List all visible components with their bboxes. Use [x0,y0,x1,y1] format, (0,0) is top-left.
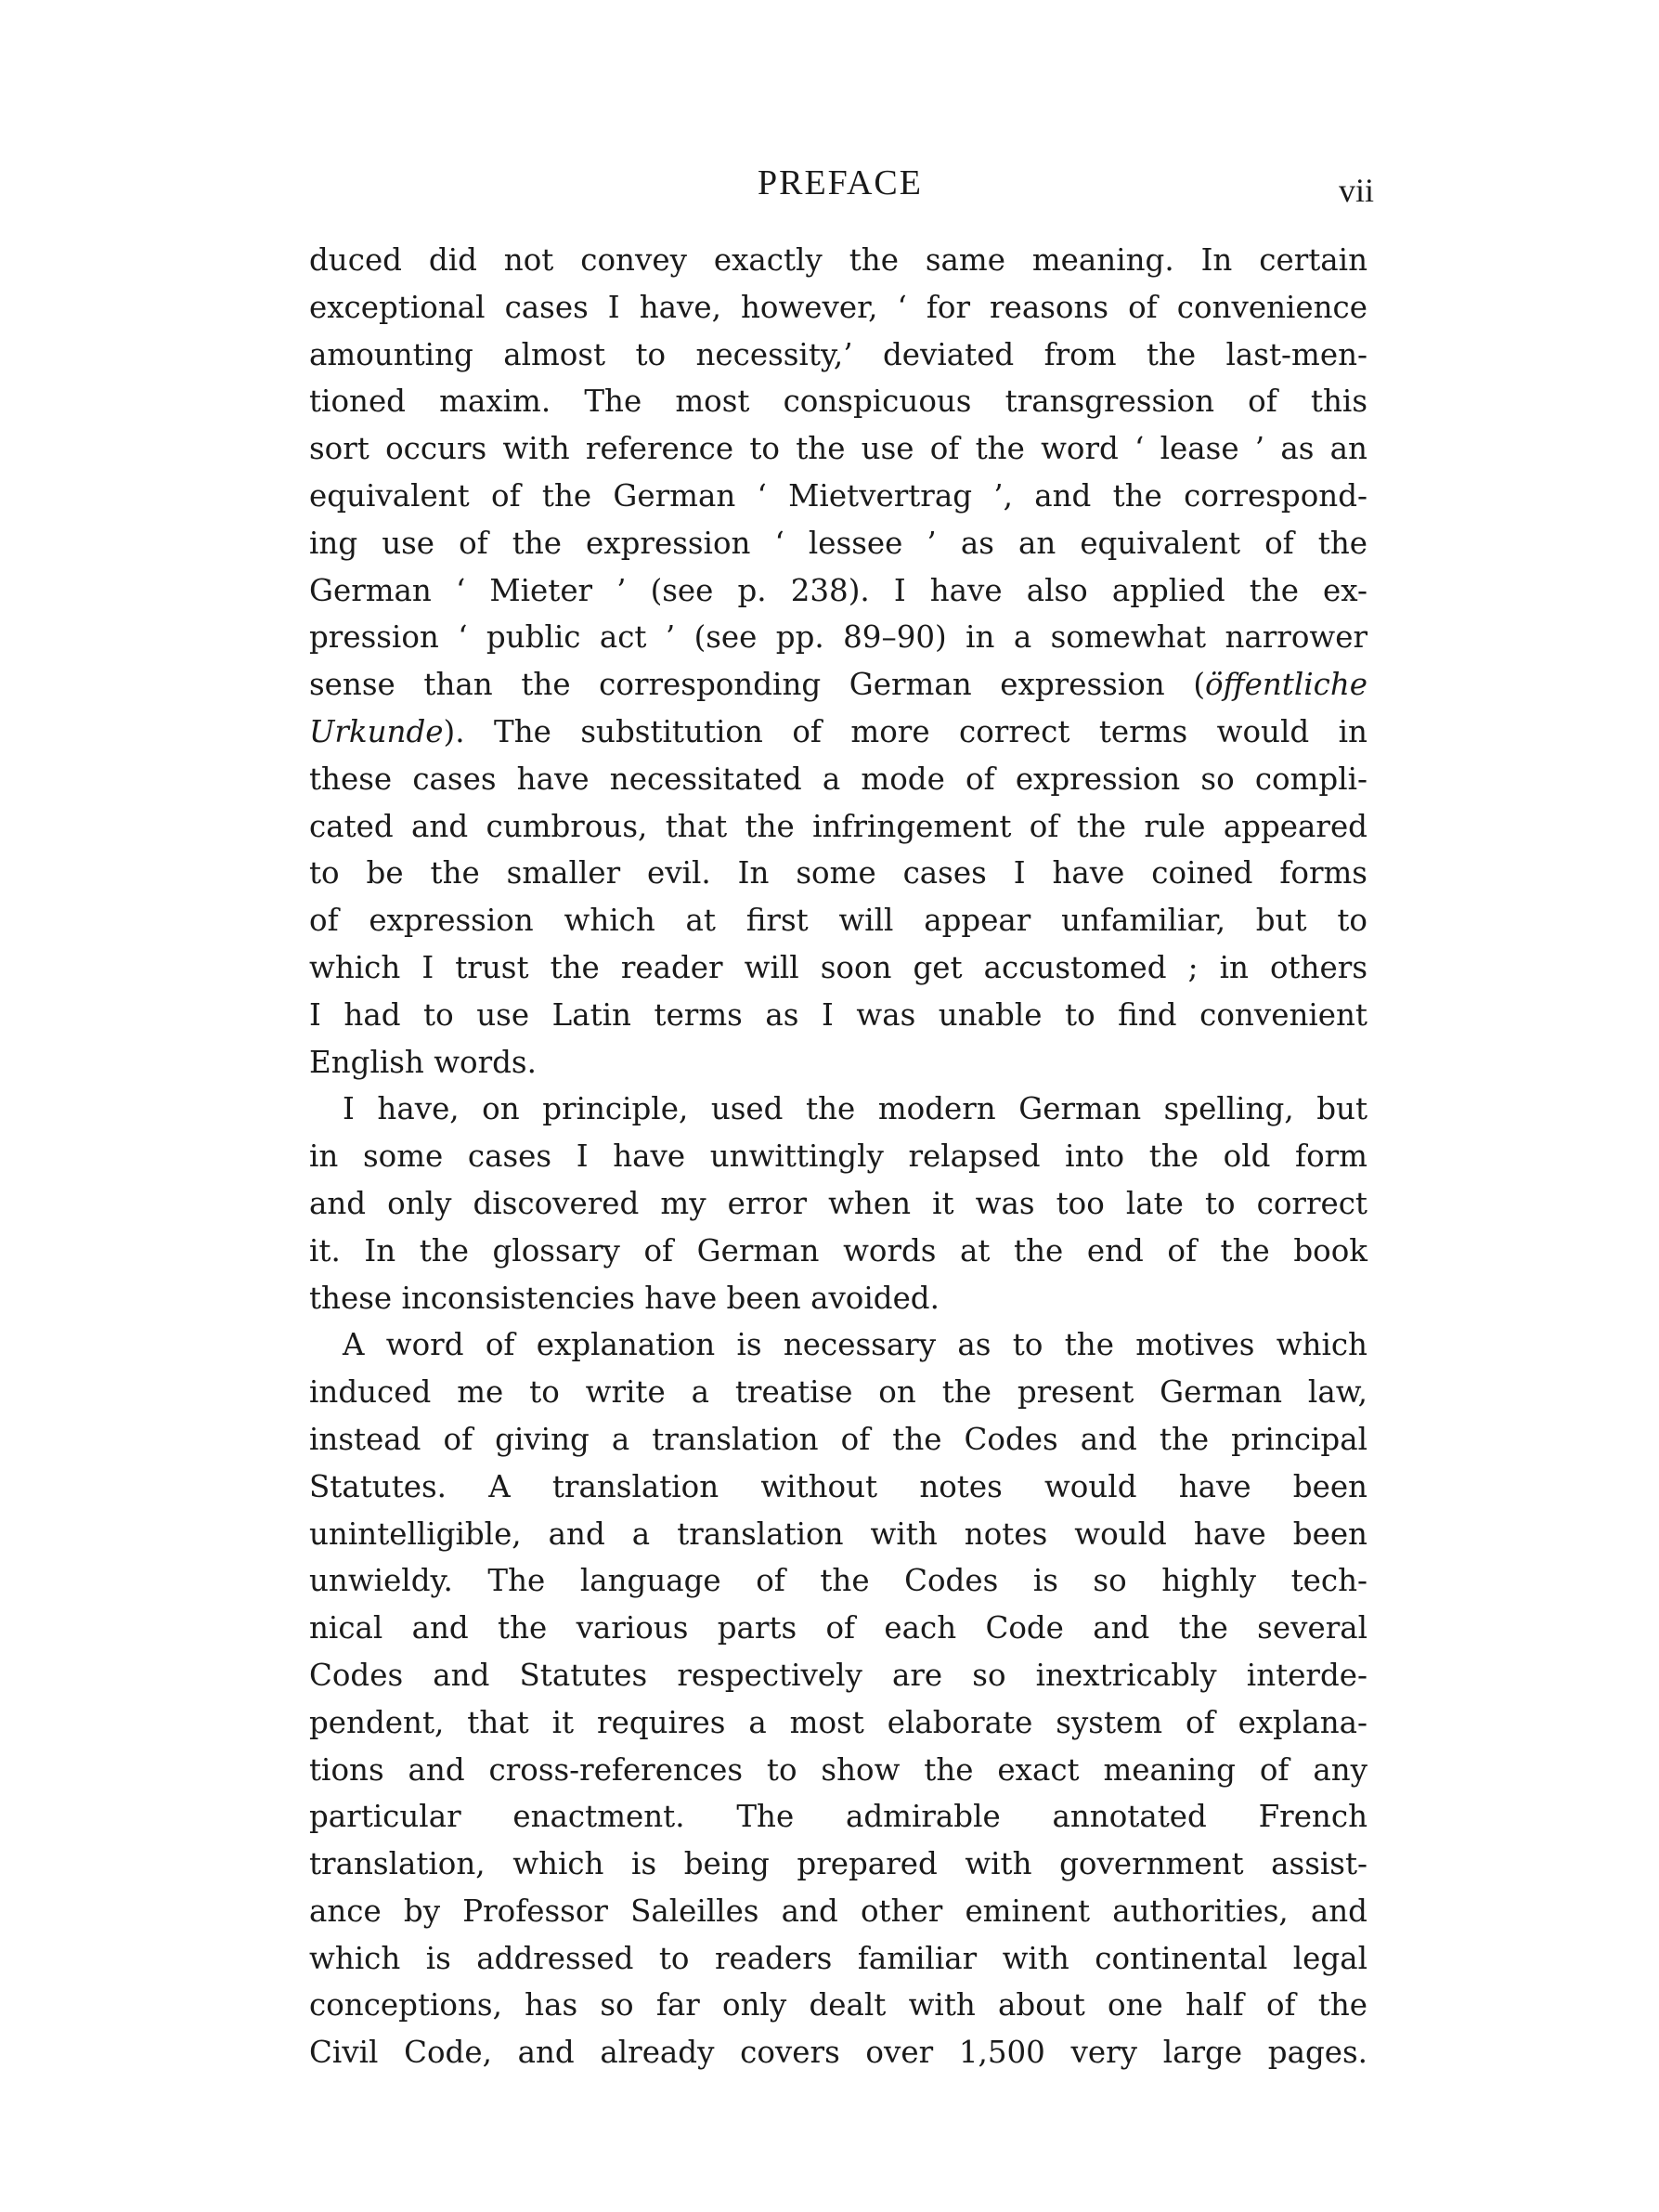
text-line: exceptional cases I have, however, ‘ for reasons of convenience [309,289,1367,325]
text-line: ance by Professor Saleilles and other eminent authorities, and [309,1893,1367,1929]
text-line: German ‘ Mieter ’ (see p. 238). I have also applied the ex- [309,572,1367,608]
text-line: I had to use Latin terms as I was unable to find convenient [309,996,1367,1033]
text-line: English words. [309,1044,537,1080]
text-line: to be the smaller evil. In some cases I have coined forms [309,855,1367,891]
text-line: amounting almost to necessity,’ deviated from the last-men- [309,336,1367,372]
text-line: unintelligible, and a translation with notes would have been [309,1516,1367,1552]
text-line: cated and cumbrous, that the infringement of the rule appeared [309,808,1367,844]
text-line: Civil Code, and already covers over 1,500 very large pages. [309,2035,1367,2071]
text-line: and only discovered my error when it was too late to correct [309,1185,1367,1221]
text-line: conceptions, has so far only dealt with about one half of the [309,1987,1367,2023]
paragraph-3 [309,1321,1367,2076]
text-line: Statutes. A translation without notes would have been [309,1468,1367,1504]
text-line: these inconsistencies have been avoided. [309,1280,940,1316]
text-line: which is addressed to readers familiar with continental legal [309,1940,1367,1976]
page-number: vii [1338,172,1374,209]
paragraph-1 [309,237,1367,1086]
text-line: pression ‘ public act ’ (see pp. 89–90) in a somewhat narrower [309,619,1367,656]
paragraph-2 [309,1086,1367,1321]
text-line: I have, on principle, used the modern German spelling, but [343,1091,1367,1127]
text-line: ing use of the expression ‘ lessee ’ as an equivalent of the [309,525,1367,561]
running-head [306,160,1374,215]
text-line: particular enactment. The admirable annotated French [309,1799,1367,1835]
text-line: these cases have necessitated a mode of expression so compli- [309,761,1367,797]
text-line: of expression which at first will appear unfamiliar, but to [309,903,1367,939]
text-line: Codes and Statutes respectively are so inextricably interde- [309,1657,1367,1693]
text-line: sense than the corresponding German expression (öffentliche [309,667,1367,703]
text-line: equivalent of the German ‘ Mietvertrag ’, and the correspond- [309,477,1367,514]
text-line: which I trust the reader will soon get accustomed ; in others [309,949,1367,985]
text-line: A word of explanation is necessary as to the motives which [343,1327,1367,1363]
body-text [309,237,1367,2076]
text-line: induced me to write a treatise on the present German law, [309,1374,1367,1411]
text-line: tioned maxim. The most conspicuous transgression of this [309,384,1367,420]
text-line: instead of giving a translation of the Codes and the principal [309,1421,1367,1457]
text-line: in some cases I have unwittingly relapsed into the old form [309,1139,1367,1175]
text-line: translation, which is being prepared with government assist- [309,1846,1367,1882]
text-line: it. In the glossary of German words at the end of the book [309,1232,1367,1269]
text-line: tions and cross-references to show the exact meaning of any [309,1751,1367,1788]
text-line: sort occurs with reference to the use of the word ‘ lease ’ as an [309,431,1367,467]
text-line: Urkunde). The substitution of more correct terms would in [309,713,1367,749]
text-line: unwieldy. The language of the Codes is so highly tech- [309,1563,1367,1599]
text-line: pendent, that it requires a most elaborate system of explana- [309,1704,1367,1740]
text-line: duced did not convey exactly the same meaning. In certain [309,242,1367,278]
page-title: PREFACE [757,163,923,202]
text-line: nical and the various parts of each Code and the several [309,1610,1367,1646]
